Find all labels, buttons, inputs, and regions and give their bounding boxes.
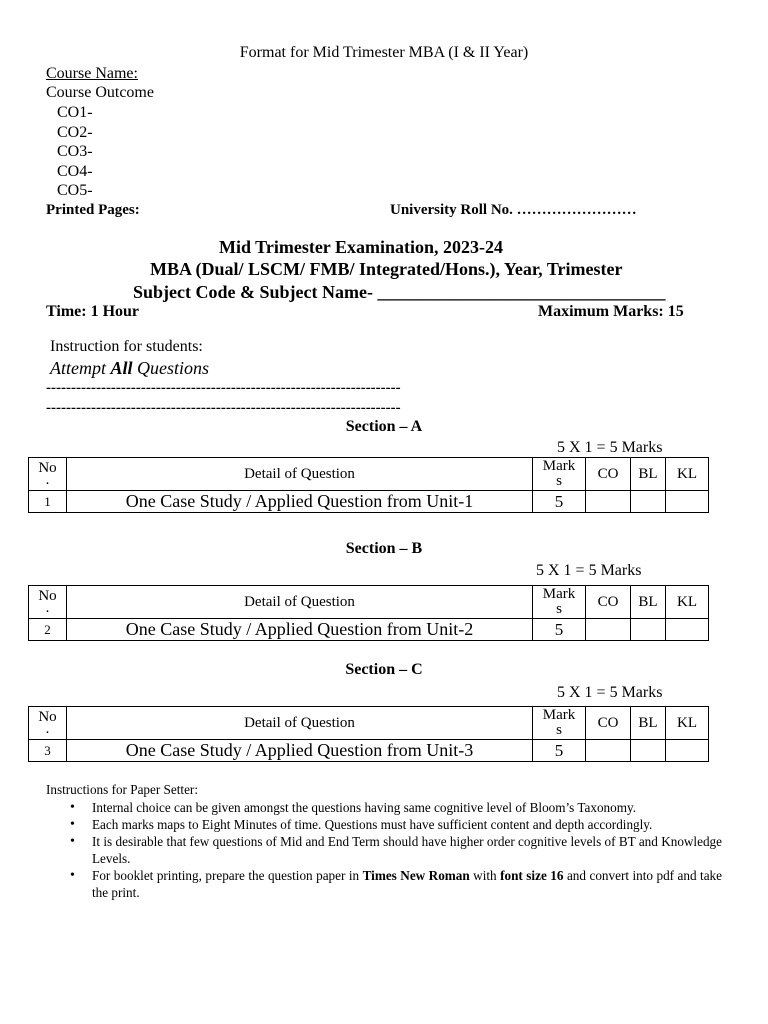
course-outcome-3: CO3- [57,143,93,160]
format-title: Format for Mid Trimester MBA (I & II Year) [239,44,529,61]
course-outcome-1: CO1- [57,104,93,121]
question-detail: One Case Study / Applied Question from Unit-1 [67,491,533,513]
paper-setter-list [70,799,722,901]
section-b-table [28,585,709,641]
question-detail: One Case Study / Applied Question from Unit-3 [67,740,533,762]
kl-header: KL [666,707,709,740]
question-marks: 5 [533,491,586,513]
kl-cell [666,740,709,762]
section-a-marks-note: 5 X 1 = 5 Marks [557,439,663,456]
time-label: Time: 1 Hour [46,303,140,320]
university-roll-no: University Roll No. …………………… [390,202,637,218]
exam-title: Mid Trimester Examination, 2023-24 [219,237,503,257]
kl-header: KL [666,586,709,619]
co-header: CO [586,586,631,619]
list-item: • Internal choice can be given amongst the questions having same cognitive level of Bloom’s Taxonomy. [70,799,722,816]
section-c-marks-note: 5 X 1 = 5 Marks [557,684,663,701]
detail-header: Detail of Question [67,707,533,740]
section-a-table [28,457,709,513]
paper-setter-label: Instructions for Paper Setter: [46,782,198,797]
course-name-label: Course Name: [46,65,138,82]
list-item: • For booklet printing, prepare the question paper in Times New Roman with font size 16 and convert into pdf and take the print. [70,867,722,901]
co-cell [586,491,631,513]
no-header: No . [29,458,67,491]
course-outcome-label: Course Outcome [46,84,154,101]
section-c-table [28,706,709,762]
section-b-marks-note: 5 X 1 = 5 Marks [536,562,642,579]
co-cell [586,619,631,641]
co-header: CO [586,707,631,740]
dash-line-2: ----------------------------------------------------------------------- [46,400,401,416]
question-marks: 5 [533,740,586,762]
kl-cell [666,491,709,513]
section-b-title: Section – B [345,540,423,557]
no-header: No . [29,707,67,740]
bl-cell [631,619,666,641]
course-outcome-2: CO2- [57,124,93,141]
bl-header: BL [631,707,666,740]
table-row [29,491,709,513]
course-outcome-5: CO5- [57,182,93,199]
course-outcome-4: CO4- [57,163,93,180]
question-number: 3 [29,740,67,762]
question-number: 2 [29,619,67,641]
instruction-label: Instruction for students: [50,338,203,355]
section-a-title: Section – A [345,418,423,435]
kl-header: KL [666,458,709,491]
dash-line-1: ----------------------------------------------------------------------- [46,380,401,396]
detail-header: Detail of Question [67,586,533,619]
marks-header: Mark s [533,707,586,740]
bl-cell [631,740,666,762]
co-cell [586,740,631,762]
bl-cell [631,491,666,513]
co-header: CO [586,458,631,491]
list-item: • It is desirable that few questions of Mid and End Term should have higher order cognitive levels of BT and Knowledge Levels. [70,833,722,867]
marks-header: Mark s [533,586,586,619]
section-c-title: Section – C [345,661,423,678]
subject-line: Subject Code & Subject Name- ________________________________ [133,282,666,302]
list-item: • Each marks maps to Eight Minutes of time. Questions must have sufficient content and depth accordingly. [70,816,722,833]
question-marks: 5 [533,619,586,641]
marks-header: Mark s [533,458,586,491]
no-header: No . [29,586,67,619]
bl-header: BL [631,586,666,619]
question-number: 1 [29,491,67,513]
detail-header: Detail of Question [67,458,533,491]
max-marks-label: Maximum Marks: 15 [538,303,684,320]
printed-pages-label: Printed Pages: [46,202,140,218]
kl-cell [666,619,709,641]
table-row [29,619,709,641]
bl-header: BL [631,458,666,491]
program-line: MBA (Dual/ LSCM/ FMB/ Integrated/Hons.), Year, Trimester [150,259,623,279]
table-row [29,740,709,762]
attempt-line: Attempt All Questions [50,358,210,378]
question-detail: One Case Study / Applied Question from Unit-2 [67,619,533,641]
